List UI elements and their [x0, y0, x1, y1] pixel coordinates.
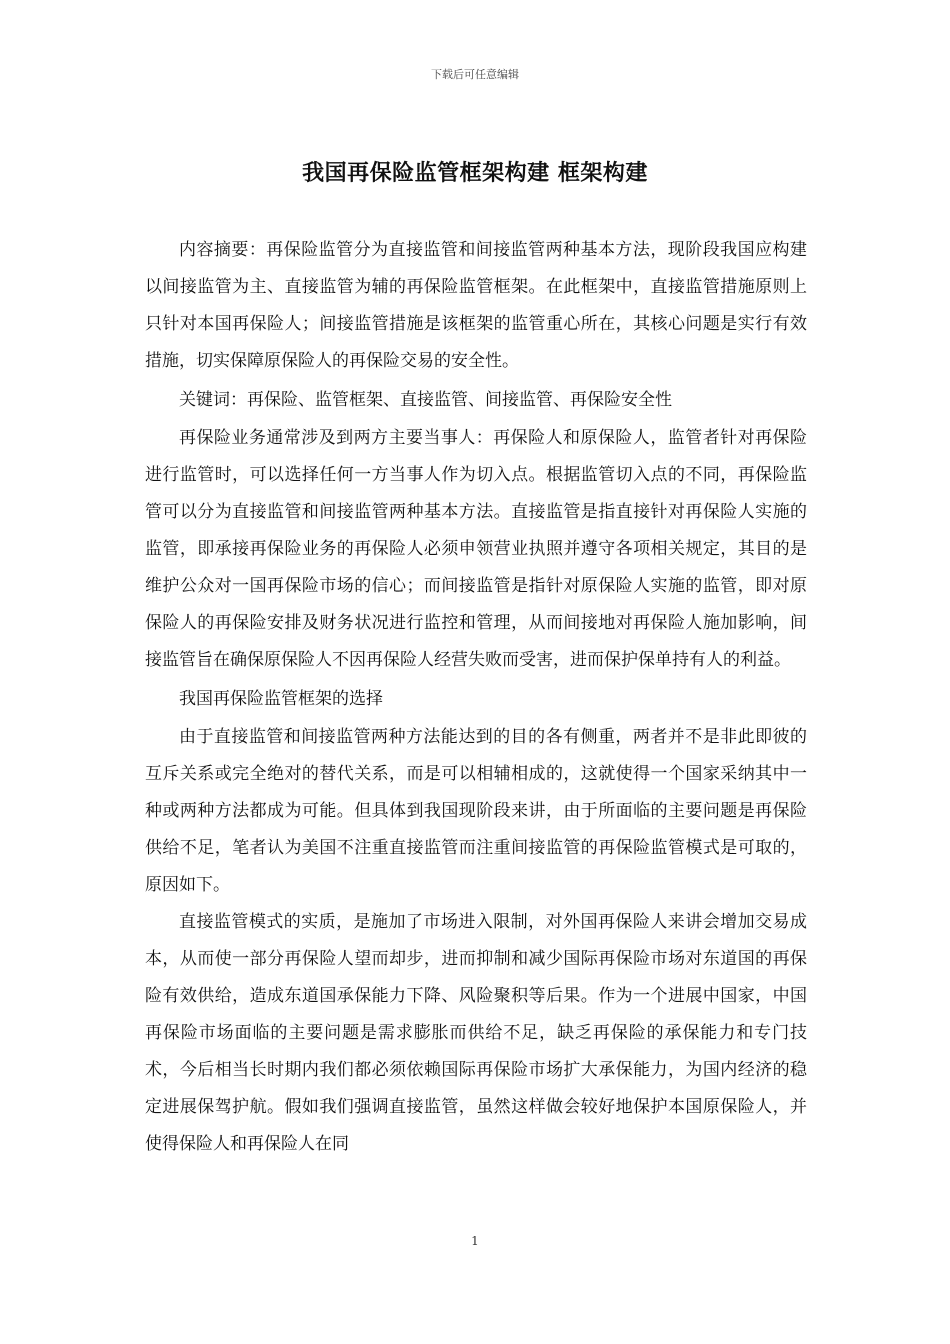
keywords-line: 关键词：再保险、监管框架、直接监管、间接监管、再保险安全性 [179, 390, 672, 410]
body-paragraph-3: 直接监管模式的实质，是施加了市场进入限制，对外国再保险人来讲会增加交易成本，从而使一部分再保险人望而却步，进而抑制和减少国际再保险市场对东道国的再保险有效供给，造成东道国承保能力下降、风险聚积等后果。作为一个进展中国家，中国再保险市场面临的主要问题是需求膨胀而供给不足，缺乏再保险的承保能力和专门技术，今后相当长时期内我们都必须依赖国际再保险市场扩大承保能力，为国内经济的稳定进展保驾护航。假如我们强调直接监管，虽然这样做会较好地保护本国原保险人，并使得保险人和再保险人在同 [145, 912, 807, 1154]
page-number: 1 [471, 1234, 479, 1248]
header-note: 下载后可任意编辑 [431, 68, 519, 81]
abstract-paragraph: 内容摘要：再保险监管分为直接监管和间接监管两种基本方法，现阶段我国应构建以间接监管为主、直接监管为辅的再保险监管框架。在此框架中，直接监管措施原则上只针对本国再保险人；间接监管措施是该框架的监管重心所在，其核心问题是实行有效措施，切实保障原保险人的再保险交易的安全性。 [145, 240, 807, 371]
section-heading: 我国再保险监管框架的选择 [179, 689, 383, 709]
body-paragraph-2: 由于直接监管和间接监管两种方法能达到的目的各有侧重，两者并不是非此即彼的互斥关系或完全绝对的替代关系，而是可以相辅相成的，这就使得一个国家采纳其中一种或两种方法都成为可能。但具体到我国现阶段来讲，由于所面临的主要问题是再保险供给不足，笔者认为美国不注重直接监管而注重间接监管的再保险监管模式是可取的，原因如下。 [145, 727, 807, 895]
body-paragraph-1: 再保险业务通常涉及到两方主要当事人：再保险人和原保险人，监管者针对再保险进行监管时，可以选择任何一方当事人作为切入点。根据监管切入点的不同，再保险监管可以分为直接监管和间接监管两种基本方法。直接监管是指直接针对再保险人实施的监管，即承接再保险业务的再保险人必须申领营业执照并遵守各项相关规定，其目的是维护公众对一国再保险市场的信心；而间接监管是指针对原保险人实施的监管，即对原保险人的再保险安排及财务状况进行监控和管理，从而间接地对再保险人施加影响，间接监管旨在确保原保险人不因再保险人经营失败而受害，进而保护保单持有人的利益。 [145, 428, 807, 670]
document-title: 我国再保险监管框架构建 框架构建 [302, 160, 648, 186]
document-body [145, 232, 807, 1163]
